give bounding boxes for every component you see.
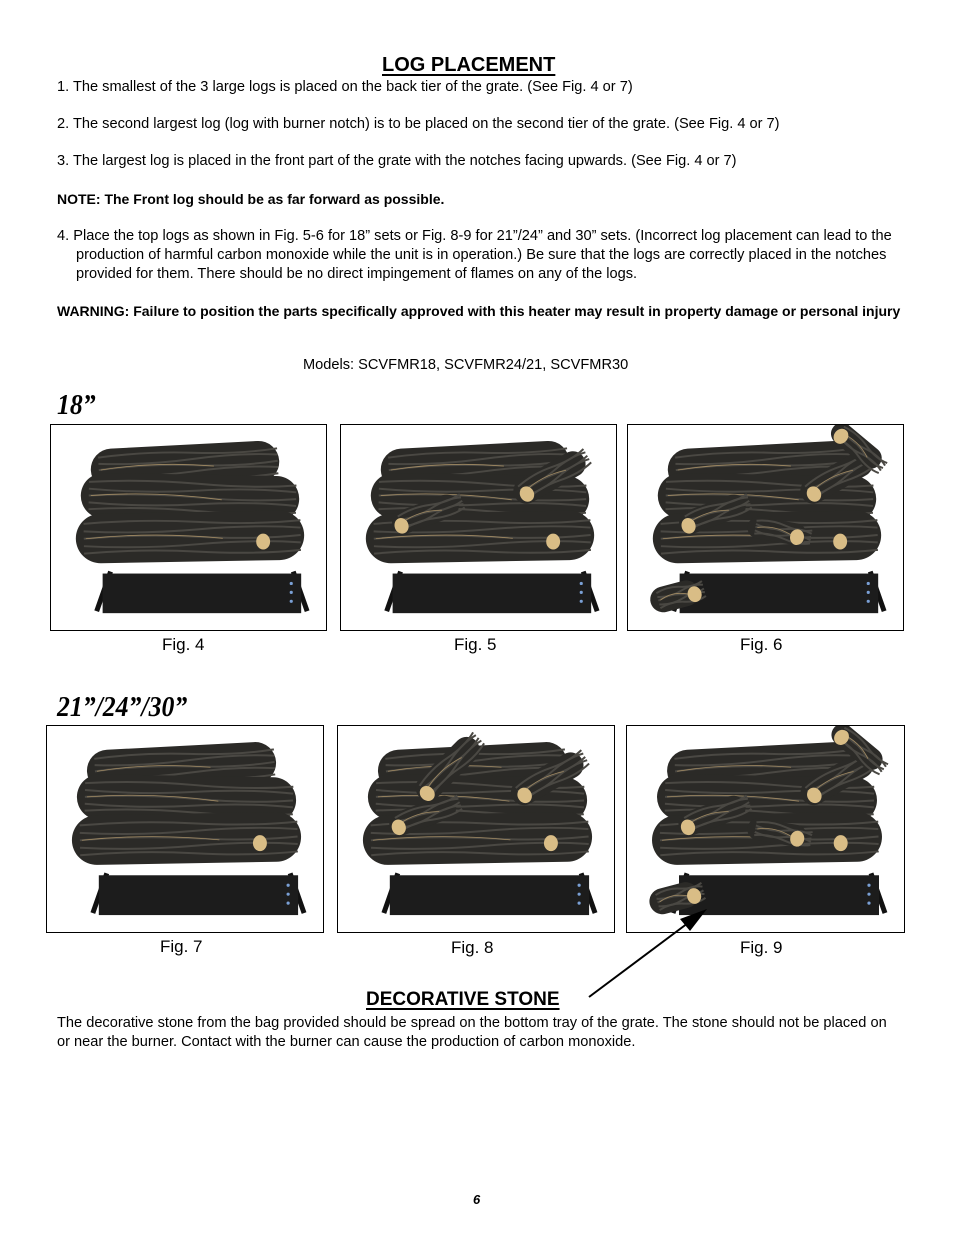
log-set-image bbox=[47, 726, 323, 932]
step-3: 3. The largest log is placed in the front part of the grate with the notches facing upwards. (See Fig. 4 or 7) bbox=[57, 153, 737, 169]
models-line: Models: SCVFMR18, SCVFMR24/21, SCVFMR30 bbox=[303, 357, 629, 373]
log bbox=[71, 812, 301, 866]
tray-indicator bbox=[287, 902, 290, 905]
size-21-24-30-heading: 21”/24”/30” bbox=[57, 692, 188, 723]
step-2: 2. The second largest log (log with burner notch) is to be placed on the second tier of the grate. (See Fig. 4 or 7) bbox=[57, 116, 780, 132]
fig-8-photo bbox=[337, 725, 615, 933]
log-set-image bbox=[628, 425, 903, 630]
burner-tray bbox=[679, 875, 879, 915]
burner-tray bbox=[680, 574, 879, 614]
log-set-image bbox=[51, 425, 326, 630]
tray-indicator bbox=[867, 591, 870, 594]
fig-5-photo bbox=[340, 424, 617, 631]
page-number: 6 bbox=[473, 1192, 481, 1207]
log-set-image bbox=[341, 425, 616, 630]
tray-indicator bbox=[867, 902, 870, 905]
size-18-heading: 18” bbox=[57, 390, 96, 421]
tray-indicator bbox=[580, 591, 583, 594]
fig-4-caption: Fig. 4 bbox=[162, 635, 205, 654]
tray-indicator bbox=[290, 600, 293, 603]
step-1: 1. The smallest of the 3 large logs is placed on the back tier of the grate. (See Fig. 4 or 7) bbox=[57, 79, 633, 95]
log-placement-heading: LOG PLACEMENT bbox=[382, 54, 556, 76]
stone-instructions: The decorative stone from the bag provided should be spread on the bottom tray of the grate. The stone should not be placed on or near the burner. Contact with the burner can cause the production of carbon monoxide. bbox=[57, 1015, 887, 1050]
burner-tray bbox=[390, 875, 589, 915]
fig-8-caption: Fig. 8 bbox=[451, 938, 494, 957]
burner-tray bbox=[103, 574, 302, 614]
tray-indicator bbox=[867, 582, 870, 585]
fig-9-caption: Fig. 9 bbox=[740, 938, 783, 957]
tray-indicator bbox=[287, 893, 290, 896]
tray-indicator bbox=[578, 893, 581, 896]
fig-6-caption: Fig. 6 bbox=[740, 635, 783, 654]
warning-text: WARNING: Failure to position the parts specifically approved with this heater may result in property damage or personal injury bbox=[57, 303, 901, 319]
fig-5-caption: Fig. 5 bbox=[454, 635, 497, 654]
tray-indicator bbox=[867, 893, 870, 896]
fig-7-caption: Fig. 7 bbox=[160, 937, 203, 956]
tray-indicator bbox=[290, 582, 293, 585]
tray-indicator bbox=[867, 884, 870, 887]
log bbox=[75, 510, 304, 563]
fig-4-photo bbox=[50, 424, 327, 631]
fig-6-photo bbox=[627, 424, 904, 631]
decorative-stone-heading: DECORATIVE STONE bbox=[366, 989, 560, 1010]
fig-9-photo bbox=[626, 725, 905, 933]
tray-indicator bbox=[580, 600, 583, 603]
step-4: 4. Place the top logs as shown in Fig. 5-6 for 18” sets or Fig. 8-9 for 21”/24” and 30” sets. (Incorrect log placement can lead to the production of harmful carbon monoxide while the unit is in operation.) Be sure that the logs are correctly placed in the notches provided for them. There should be no direct impingement of flames on any of the logs. bbox=[57, 228, 892, 282]
fig-7-photo bbox=[46, 725, 324, 933]
tray-indicator bbox=[290, 591, 293, 594]
burner-tray bbox=[99, 875, 298, 915]
tray-indicator bbox=[287, 884, 290, 887]
log-set-image bbox=[338, 726, 614, 932]
tray-indicator bbox=[867, 600, 870, 603]
tray-indicator bbox=[580, 582, 583, 585]
tray-indicator bbox=[578, 884, 581, 887]
log-set-image bbox=[627, 726, 904, 932]
tray-indicator bbox=[578, 902, 581, 905]
note-front-log: NOTE: The Front log should be as far forward as possible. bbox=[57, 191, 445, 207]
burner-tray bbox=[393, 574, 592, 614]
